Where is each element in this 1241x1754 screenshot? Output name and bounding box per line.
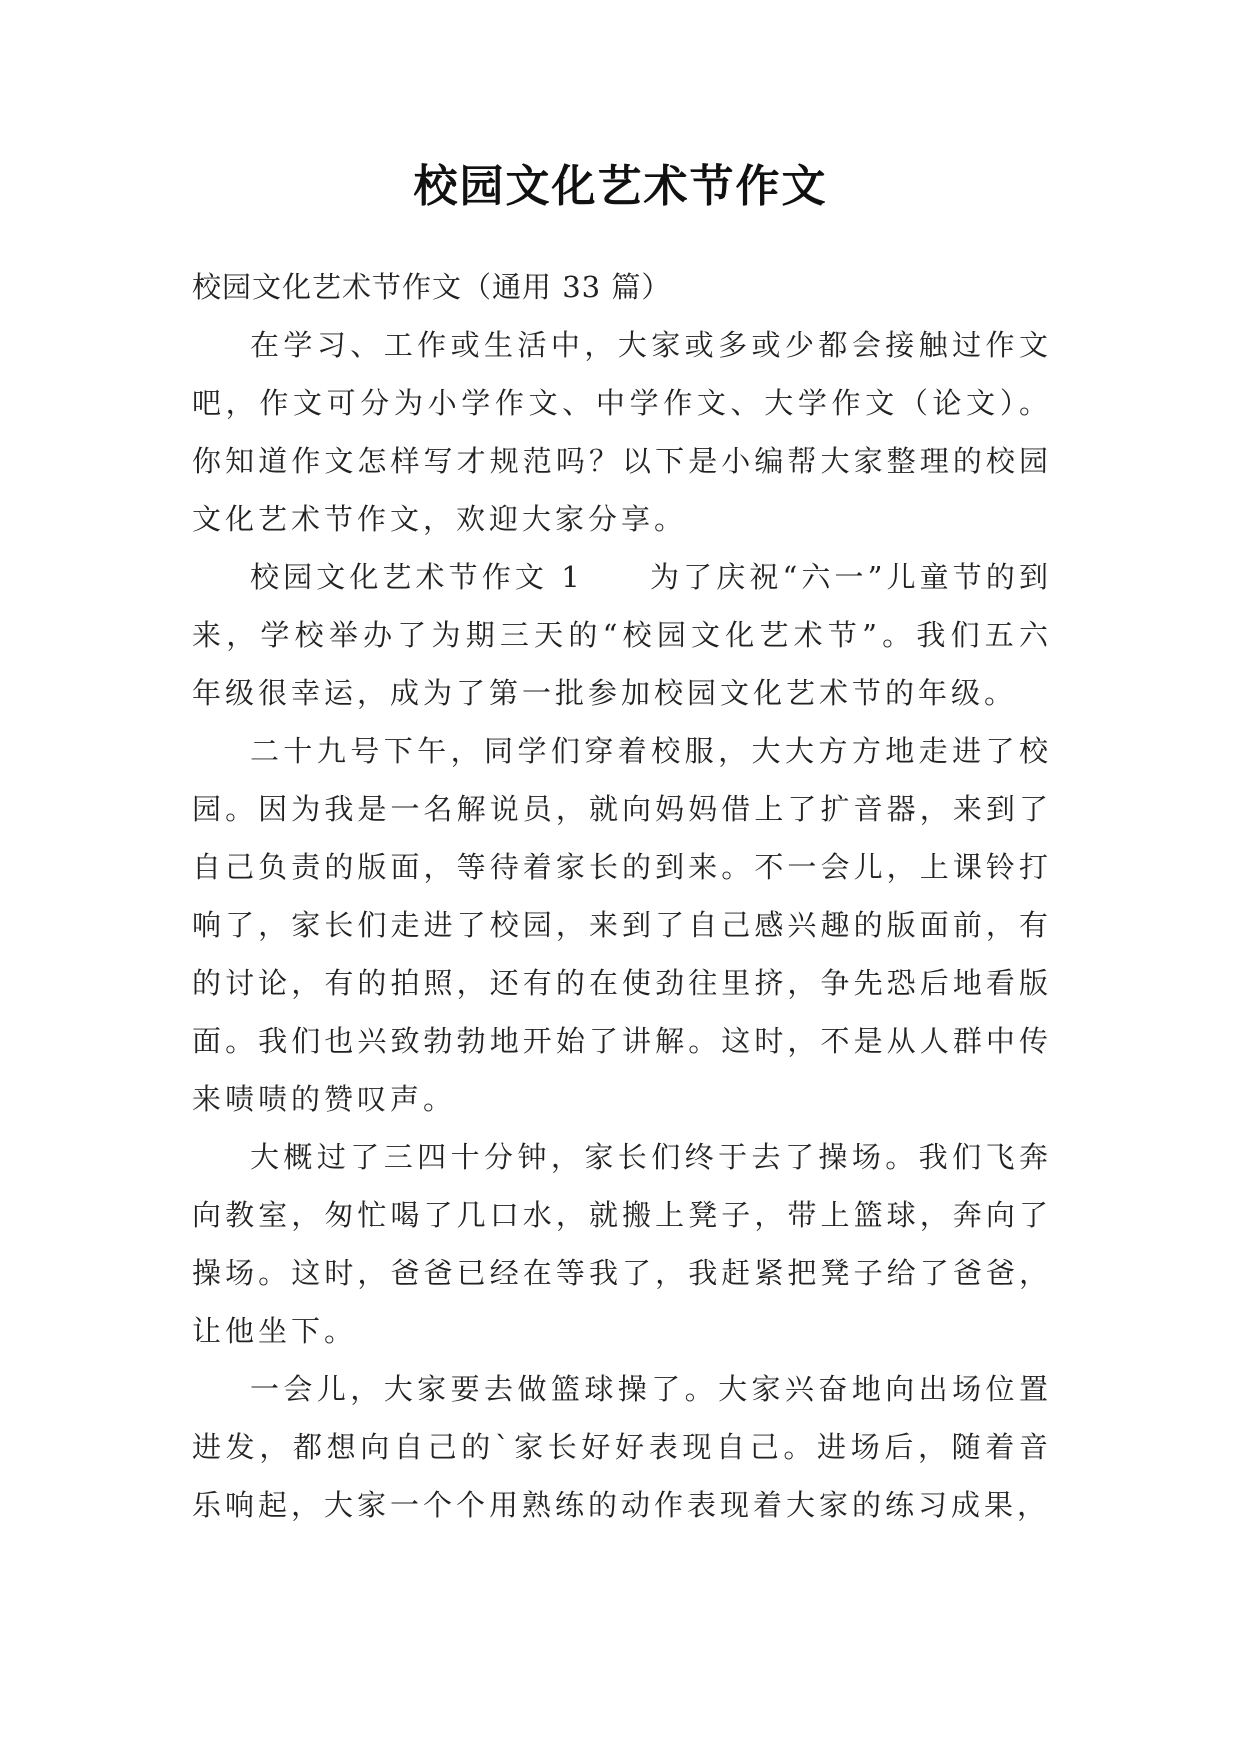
paragraph-playground: 大概过了三四十分钟，家长们终于去了操场。我们飞奔向教室，匆忙喝了几口水，就搬上凳子，带上篮球，奔向了操场。这时，爸爸已经在等我了，我赶紧把凳子给了爸爸，让他坐下。	[192, 1140, 1052, 1348]
paragraph-basketball: 一会儿，大家要去做篮球操了。大家兴奋地向出场位置进发，都想向自己的`家长好好表现自己。进场后，随着音乐响起，大家一个个用熟练的动作表现着大家的练习成果，	[192, 1372, 1052, 1522]
document-subtitle: 校园文化艺术节作文（通用 33 篇）	[192, 270, 672, 304]
document-body	[192, 258, 1052, 1534]
paragraph-essay-1-opening: 校园文化艺术节作文 1 为了庆祝“六一”儿童节的到来，学校举办了为期三天的“校园文化艺术节”。我们五六年级很幸运，成为了第一批参加校园文化艺术节的年级。	[192, 560, 1052, 710]
paragraph-intro: 在学习、工作或生活中，大家或多或少都会接触过作文吧，作文可分为小学作文、中学作文、大学作文（论文）。你知道作文怎样写才规范吗？以下是小编帮大家整理的校园文化艺术节作文，欢迎大家分享。	[192, 328, 1052, 536]
paragraph-afternoon: 二十九号下午，同学们穿着校服，大大方方地走进了校园。因为我是一名解说员，就向妈妈借上了扩音器，来到了自己负责的版面，等待着家长的到来。不一会儿，上课铃打响了，家长们走进了校园，来到了自己感兴趣的版面前，有的讨论，有的拍照，还有的在使劲往里挤，争先恐后地看版面。我们也兴致勃勃地开始了讲解。这时，不是从人群中传来啧啧的赞叹声。	[192, 734, 1052, 1116]
document-title: 校园文化艺术节作文	[413, 161, 828, 212]
